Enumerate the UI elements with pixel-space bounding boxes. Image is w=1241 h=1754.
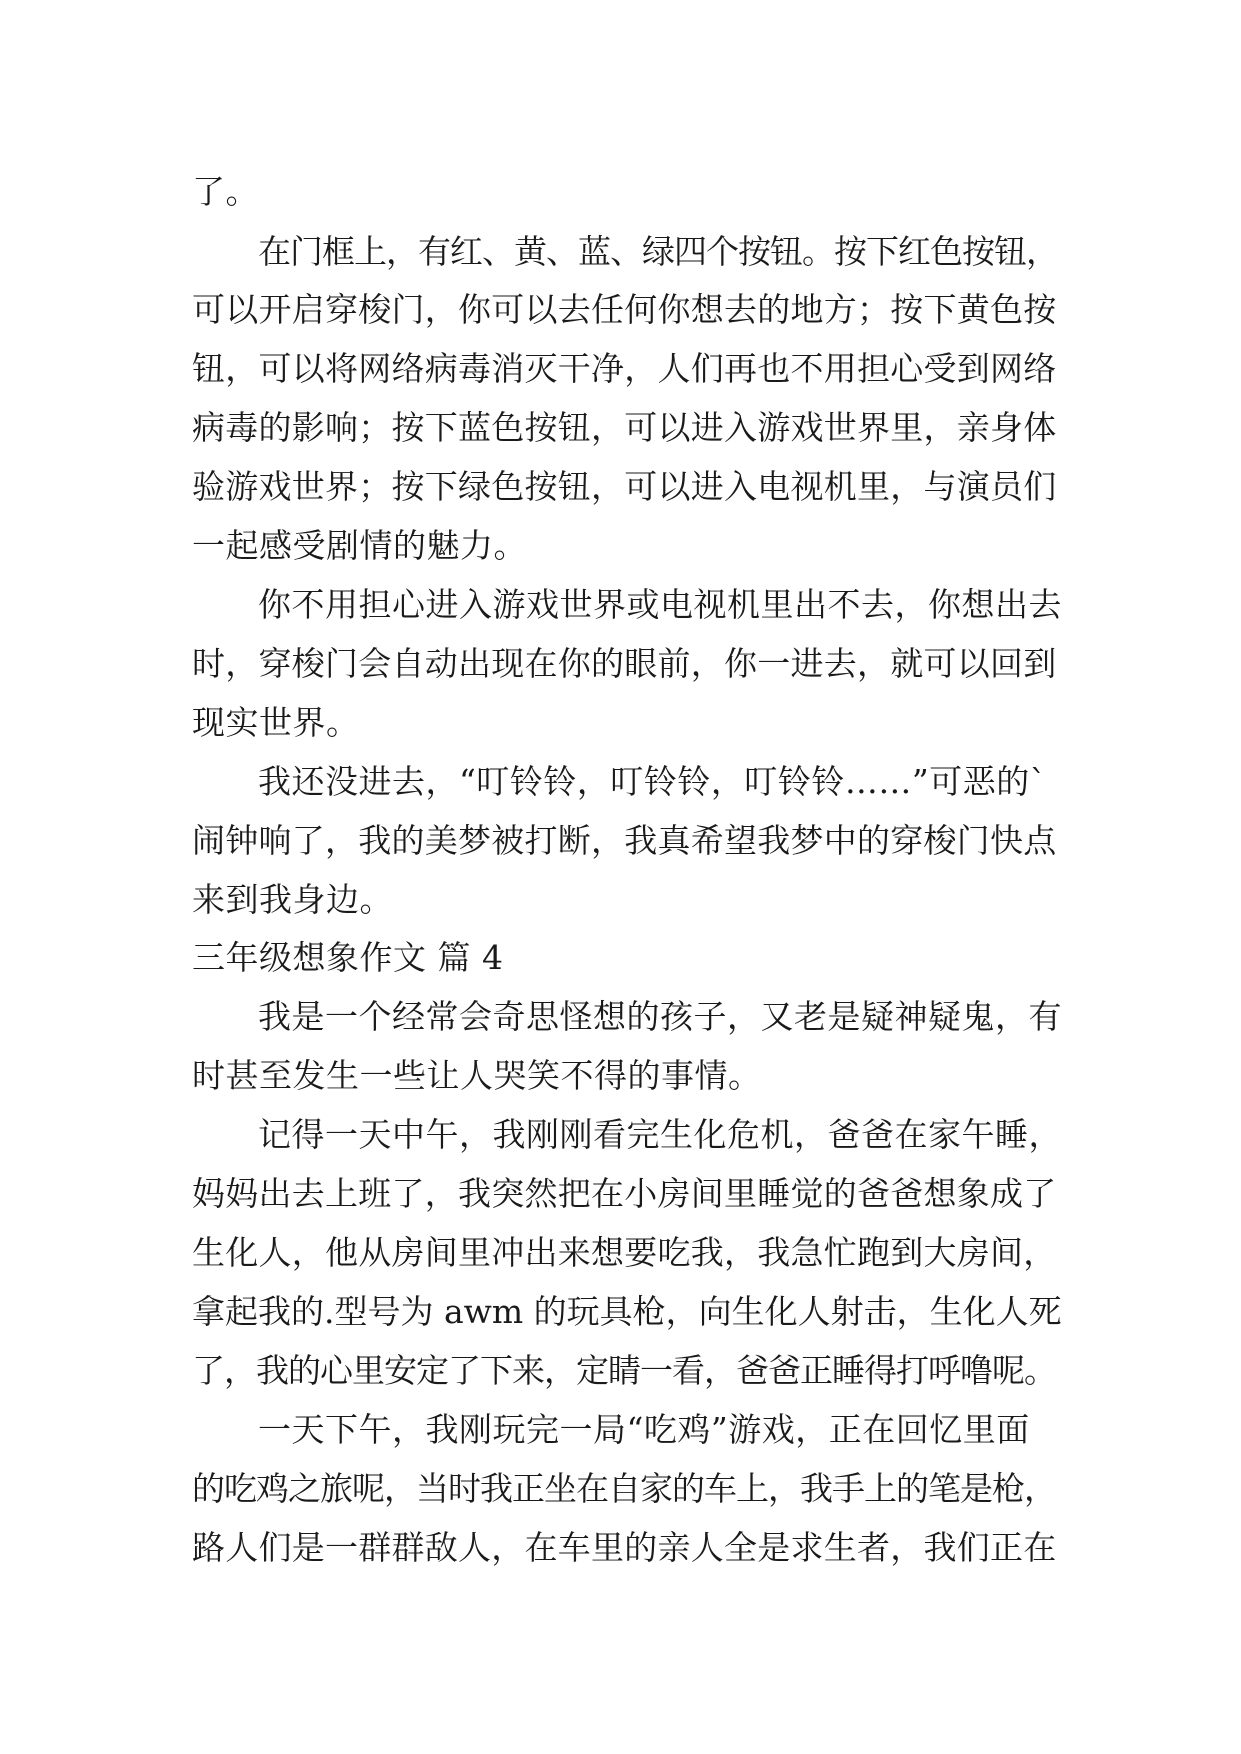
text-line: 拿起我的.型号为 awm 的玩具枪，向生化人射击，生化人死 (192, 1292, 1062, 1331)
text-line: 的吃鸡之旅呢，当时我正坐在自家的车上，我手上的笔是枪， (192, 1469, 1056, 1508)
text-line: 妈妈出去上班了，我突然把在小房间里睡觉的爸爸想象成了 (192, 1174, 1057, 1213)
paragraph-first-line: 我是一个经常会奇思怪想的孩子，又老是疑神疑鬼，有 (258, 997, 1062, 1036)
text-line: 现实世界。 (192, 703, 360, 742)
text-line: 时甚至发生一些让人哭笑不得的事情。 (192, 1056, 762, 1095)
text-line: 一起感受剧情的魅力。 (192, 526, 527, 565)
text-line: 来到我身边。 (192, 880, 393, 919)
text-line: 验游戏世界；按下绿色按钮，可以进入电视机里，与演员们 (192, 467, 1057, 506)
paragraph-first-line: 记得一天中午，我刚刚看完生化危机，爸爸在家午睡， (258, 1115, 1062, 1154)
paragraph-first-line: 我还没进去，“叮铃铃，叮铃铃，叮铃铃……”可恶的` (258, 762, 1047, 801)
text-line: 钮，可以将网络病毒消灭干净，人们再也不用担心受到网络 (192, 349, 1057, 388)
text-line: 可以开启穿梭门，你可以去任何你想去的地方；按下黄色按 (192, 290, 1057, 329)
text-line: 路人们是一群群敌人，在车里的亲人全是求生者，我们正在 (192, 1528, 1057, 1567)
text-line: 病毒的影响；按下蓝色按钮，可以进入游戏世界里，亲身体 (192, 408, 1057, 447)
paragraph-first-line: 你不用担心进入游戏世界或电视机里出不去，你想出去 (258, 585, 1062, 624)
paragraph-first-line: 在门框上，有红、黄、蓝、绿四个按钮。按下红色按钮， (258, 232, 1058, 271)
section-heading: 三年级想象作文 篇 4 (192, 938, 504, 977)
text-line: 了，我的心里安定了下来，定睛一看，爸爸正睡得打呼噜呢。 (192, 1351, 1056, 1390)
text-line: 了。 (192, 172, 259, 211)
paragraph-first-line: 一天下午，我刚玩完一局“吃鸡”游戏，正在回忆里面 (258, 1410, 1030, 1449)
text-line: 时，穿梭门会自动出现在你的眼前，你一进去，就可以回到 (192, 644, 1057, 683)
text-line: 生化人，他从房间里冲出来想要吃我，我急忙跑到大房间， (192, 1233, 1057, 1272)
text-line: 闹钟响了，我的美梦被打断，我真希望我梦中的穿梭门快点 (192, 821, 1057, 860)
